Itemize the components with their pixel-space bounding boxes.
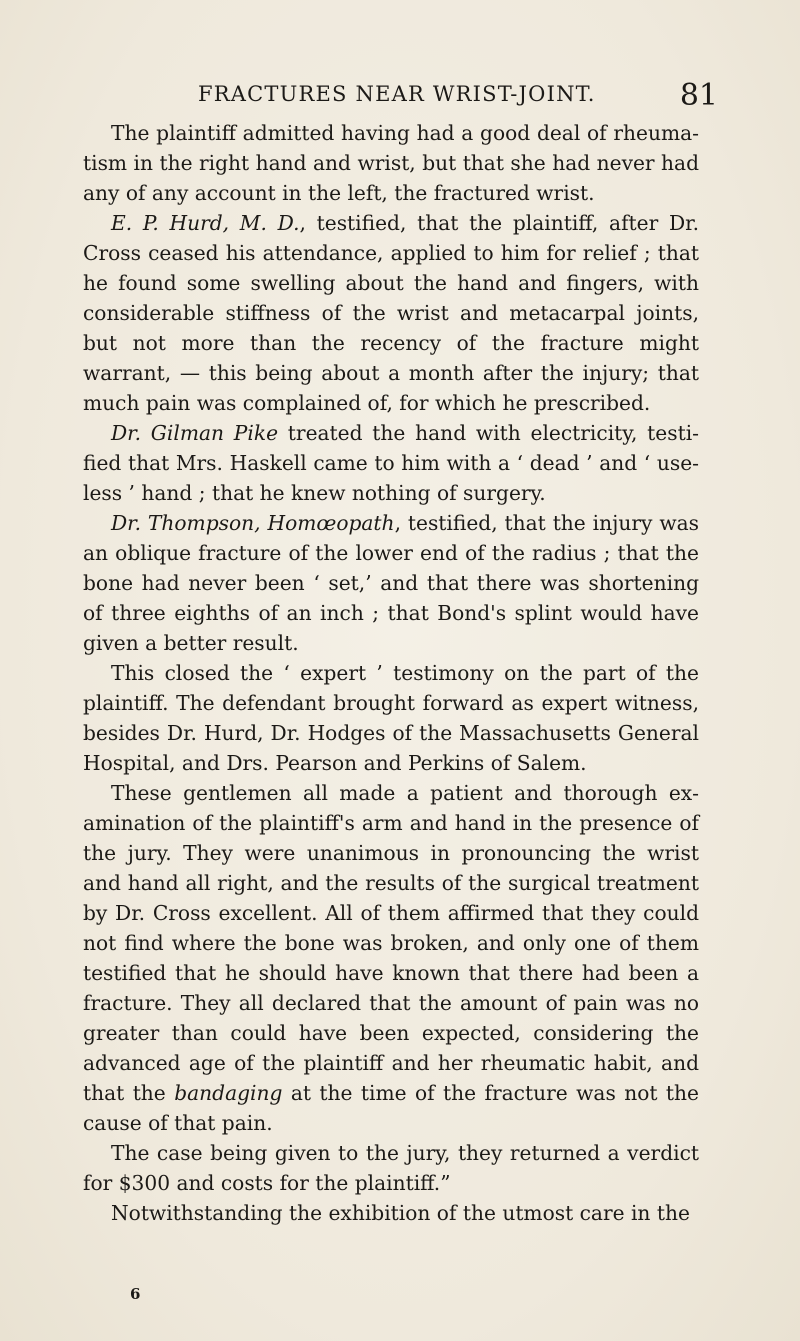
text-run: at the time of the fracture was not the cause of that pain.: [83, 1081, 699, 1135]
witness-name: E. P. Hurd, M. D.: [111, 211, 300, 235]
running-head: [128, 78, 718, 113]
text-run: , testified, that the plaintiff, after Dr. Cross ceased his attendance, applied to him for relief ; that he found some swelling about the hand and fingers, with considerable stiffness of the wrist and metacarpal joints, but not more than the recency of the fracture might warrant, — this being about a month after the injury; that much pain was complained of, for which he prescribed.: [83, 211, 700, 415]
paragraph-expert-testimony: [83, 658, 699, 778]
text-run: The plaintiff admitted having had a good deal of rheumatism in the right hand and wrist, but that she had never had any of any account in the left, the fractured wrist.: [83, 121, 699, 205]
body-text: [83, 118, 699, 1228]
paragraph-verdict: [83, 1138, 699, 1198]
text-run: treated the hand with electricity, testified that Mrs. Haskell came to him with a ‘ dead ’ and ‘ useless ’ hand ; that he knew nothing of surgery.: [83, 421, 699, 505]
paragraph-rheumatism: [83, 118, 699, 208]
witness-name: Dr. Gilman Pike: [111, 421, 279, 445]
paragraph-hurd-testimony: [83, 208, 699, 418]
signature-mark: 6: [130, 1285, 141, 1303]
paragraph-notwithstanding: [83, 1198, 699, 1228]
emphasis: bandaging: [174, 1081, 283, 1105]
text-run: The case being given to the jury, they returned a verdict for $300 and costs for the plaintiff.”: [83, 1141, 699, 1195]
paragraph-examination: [83, 778, 699, 1138]
witness-name: Dr. Thompson, Homœopath: [111, 511, 395, 535]
text-run: These gentlemen all made a patient and thorough examination of the plaintiff's arm and hand in the presence of the jury. They were unanimous in pronouncing the wrist and hand all right, and the results of the surgical treatment by Dr. Cross excellent. All of them affirmed that they could not find where the bone was broken, and only one of them testified that he should have known that there had been a fracture. They all declared that the amount of pain was no greater than could have been expected, considering the advanced age of the plaintiff and her rheumatic habit, and that the: [83, 781, 699, 1105]
page-number: 81: [679, 78, 718, 113]
text-run: , testified, that the injury was an oblique fracture of the lower end of the radius ; that the bone had never been ‘ set,’ and that there was shortening of three eighths of an inch ; that Bond's splint would have given a better result.: [83, 511, 700, 655]
text-run: Notwithstanding the exhibition of the utmost care in the: [111, 1201, 690, 1225]
running-title: FRACTURES NEAR WRIST-JOINT.: [198, 82, 596, 106]
paragraph-thompson-testimony: [83, 508, 699, 658]
paragraph-pike-testimony: [83, 418, 699, 508]
text-run: This closed the ‘ expert ’ testimony on the part of the plaintiff. The defendant brought forward as expert witness, besides Dr. Hurd, Dr. Hodges of the Massachusetts General Hospital, and Drs. Pearson and Perkins of Salem.: [83, 661, 699, 775]
